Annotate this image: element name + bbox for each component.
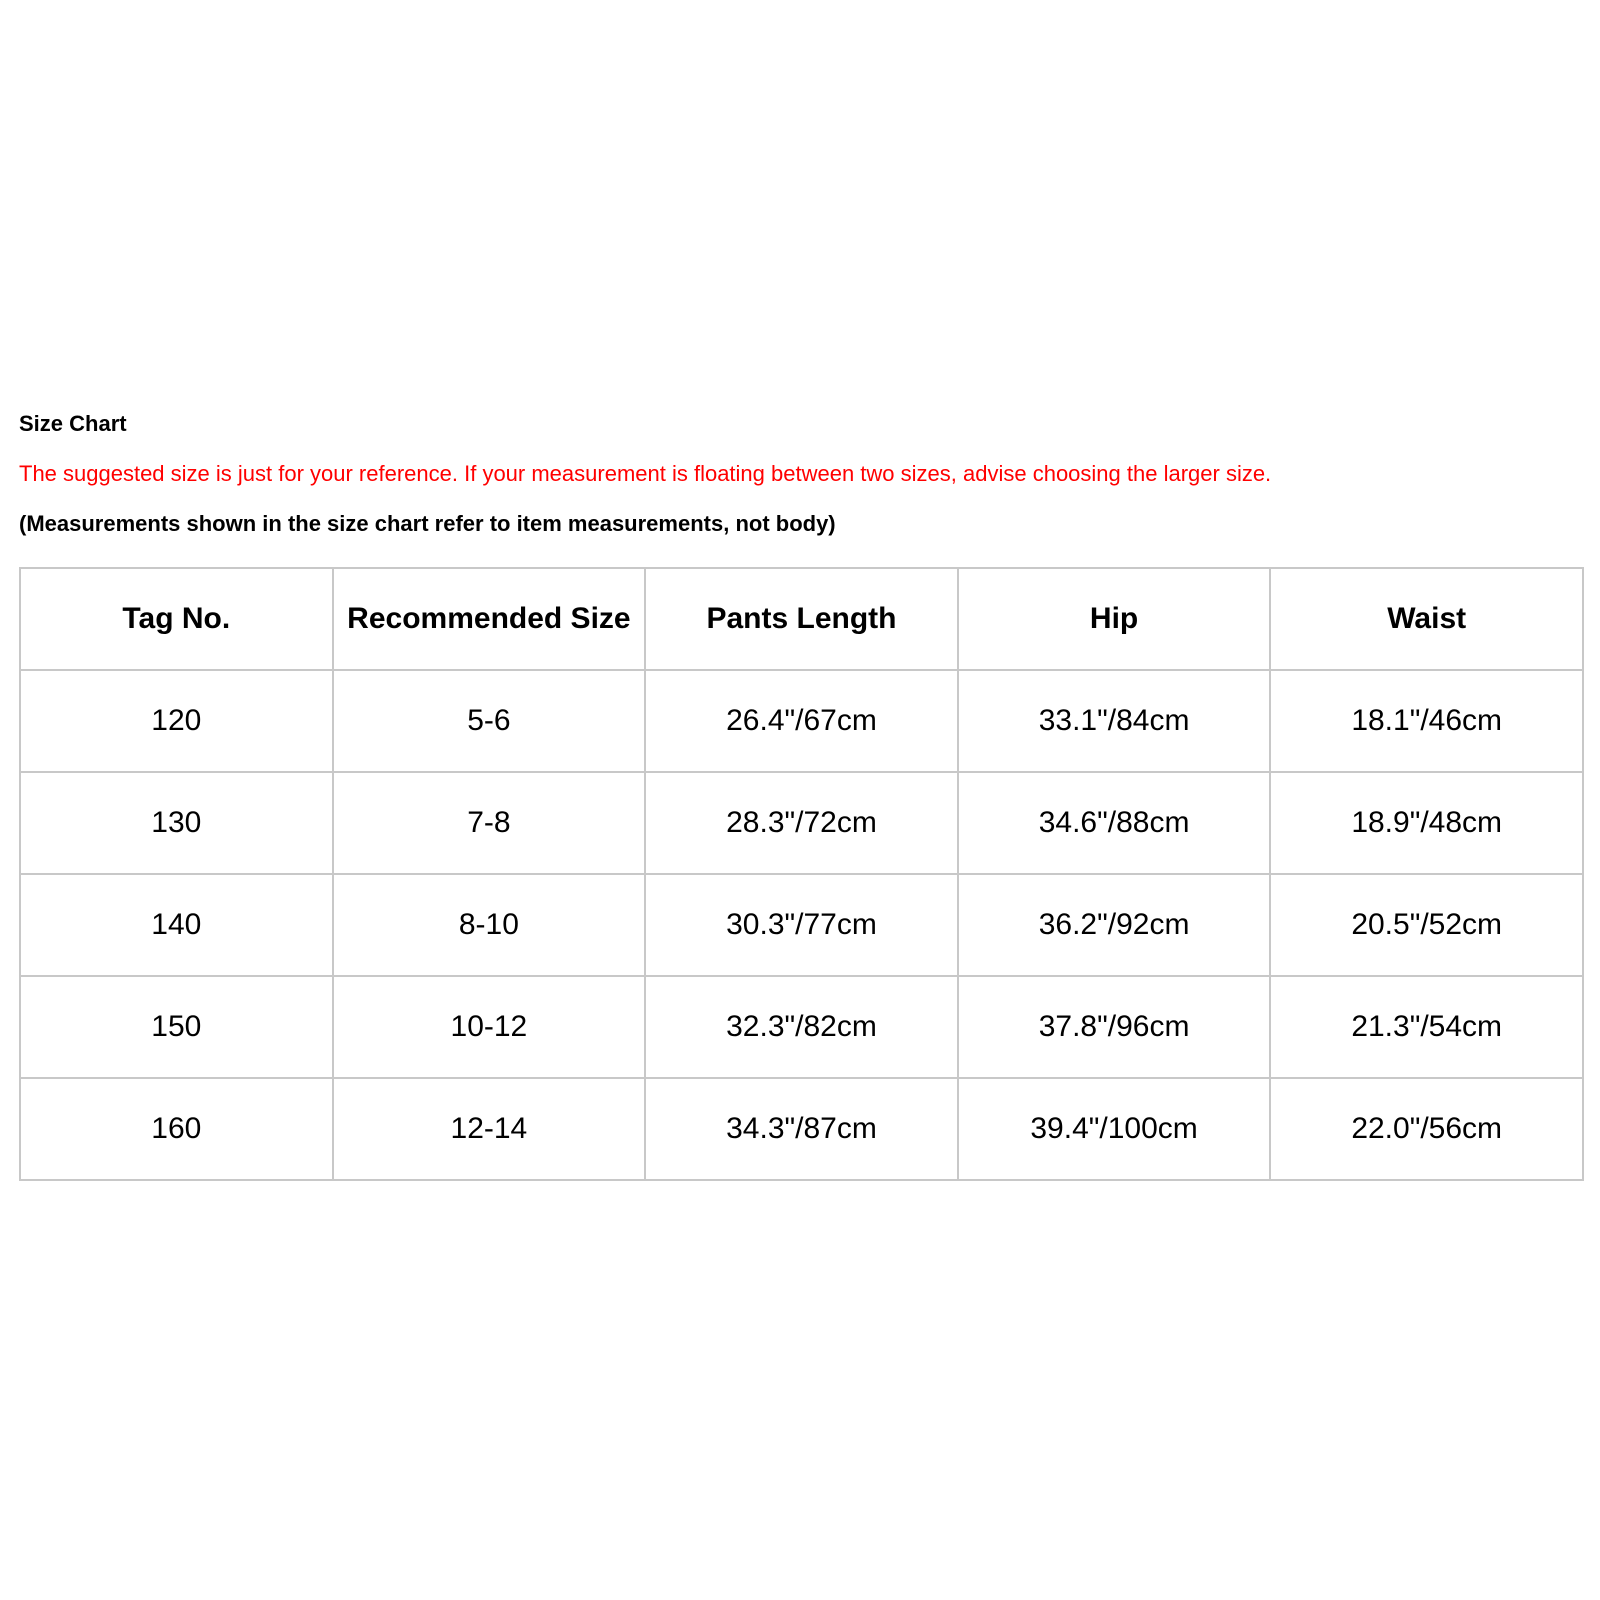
cell-waist: 18.9"/48cm bbox=[1270, 772, 1583, 874]
cell-recommended-size: 12-14 bbox=[333, 1078, 646, 1180]
cell-waist: 22.0"/56cm bbox=[1270, 1078, 1583, 1180]
table-row bbox=[20, 976, 1583, 1078]
table-header-row bbox=[20, 568, 1583, 670]
cell-tag-no: 130 bbox=[20, 772, 333, 874]
column-header-pants-length: Pants Length bbox=[645, 568, 958, 670]
size-table bbox=[19, 567, 1584, 1181]
column-header-waist: Waist bbox=[1270, 568, 1583, 670]
cell-recommended-size: 5-6 bbox=[333, 670, 646, 772]
cell-waist: 20.5"/52cm bbox=[1270, 874, 1583, 976]
size-chart-header bbox=[19, 410, 1583, 538]
column-header-tag-no: Tag No. bbox=[20, 568, 333, 670]
cell-tag-no: 150 bbox=[20, 976, 333, 1078]
cell-recommended-size: 10-12 bbox=[333, 976, 646, 1078]
cell-pants-length: 34.3"/87cm bbox=[645, 1078, 958, 1180]
cell-waist: 21.3"/54cm bbox=[1270, 976, 1583, 1078]
cell-pants-length: 28.3"/72cm bbox=[645, 772, 958, 874]
cell-hip: 36.2"/92cm bbox=[958, 874, 1271, 976]
cell-pants-length: 30.3"/77cm bbox=[645, 874, 958, 976]
cell-hip: 34.6"/88cm bbox=[958, 772, 1271, 874]
table-row bbox=[20, 772, 1583, 874]
cell-tag-no: 160 bbox=[20, 1078, 333, 1180]
cell-waist: 18.1"/46cm bbox=[1270, 670, 1583, 772]
cell-pants-length: 26.4"/67cm bbox=[645, 670, 958, 772]
cell-recommended-size: 8-10 bbox=[333, 874, 646, 976]
column-header-hip: Hip bbox=[958, 568, 1271, 670]
size-advice-notice: The suggested size is just for your reference. If your measurement is floating between two sizes, advise choosing the larger size. bbox=[19, 461, 1272, 486]
column-header-recommended-size: Recommended Size bbox=[333, 568, 646, 670]
cell-tag-no: 140 bbox=[20, 874, 333, 976]
table-row bbox=[20, 1078, 1583, 1180]
cell-tag-no: 120 bbox=[20, 670, 333, 772]
measurement-note: (Measurements shown in the size chart refer to item measurements, not body) bbox=[19, 511, 836, 536]
cell-recommended-size: 7-8 bbox=[333, 772, 646, 874]
table-row bbox=[20, 670, 1583, 772]
cell-pants-length: 32.3"/82cm bbox=[645, 976, 958, 1078]
cell-hip: 33.1"/84cm bbox=[958, 670, 1271, 772]
page-title: Size Chart bbox=[19, 411, 127, 436]
cell-hip: 37.8"/96cm bbox=[958, 976, 1271, 1078]
cell-hip: 39.4"/100cm bbox=[958, 1078, 1271, 1180]
table-row bbox=[20, 874, 1583, 976]
